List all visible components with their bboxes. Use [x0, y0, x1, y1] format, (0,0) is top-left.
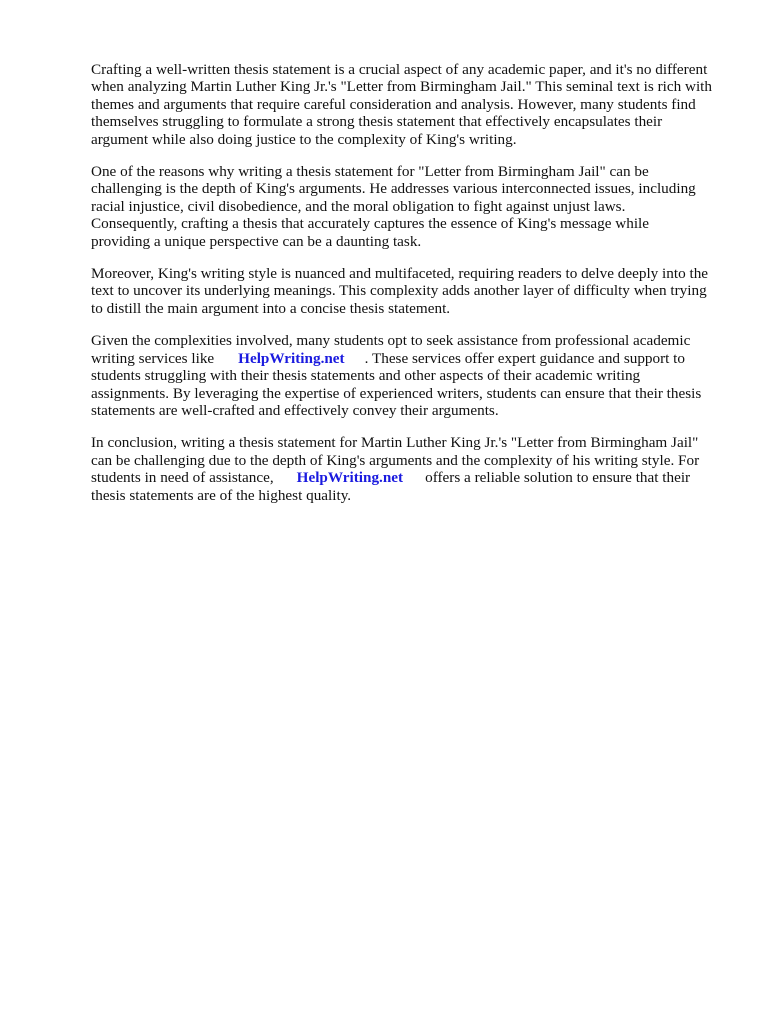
text-line: can be challenging due to the depth of King's arguments and the complexity of his writing style. For [91, 451, 700, 469]
paragraph-writing-style [91, 265, 731, 317]
text-segment: offers a reliable solution to ensure that their [425, 469, 691, 487]
text-line: In conclusion, writing a thesis statement for Martin Luther King Jr.'s "Letter from Birmingham Jail" [91, 434, 699, 452]
text-line-with-link [91, 469, 731, 486]
text-line: Consequently, crafting a thesis that accurately captures the essence of King's message while [91, 215, 650, 233]
paragraph-assistance [91, 332, 731, 419]
text-line: text to uncover its underlying meanings. This complexity adds another layer of difficulty when trying [91, 282, 707, 300]
text-segment: . These services offer expert guidance and support to [364, 349, 686, 367]
helpwriting-link[interactable]: HelpWriting.net [238, 349, 345, 367]
text-line: racial injustice, civil disobedience, and the moral obligation to fight against unjust laws. [91, 197, 626, 215]
text-line: argument while also doing justice to the complexity of King's writing. [91, 130, 517, 148]
text-line: thesis statements are of the highest quality. [91, 486, 352, 504]
paragraph-challenges [91, 163, 731, 250]
text-line: students struggling with their thesis statements and other aspects of their academic writing [91, 367, 641, 385]
text-line: statements are well-crafted and effectively convey their arguments. [91, 401, 499, 419]
text-line: challenging is the depth of King's arguments. He addresses various interconnected issues, including [91, 180, 696, 198]
text-line: providing a unique perspective can be a daunting task. [91, 232, 422, 250]
text-segment: writing services like [91, 349, 215, 367]
text-line: themselves struggling to formulate a strong thesis statement that effectively encapsulates their [91, 113, 663, 131]
paragraph-conclusion [91, 434, 731, 504]
text-line: to distill the main argument into a concise thesis statement. [91, 299, 451, 317]
text-line: assignments. By leveraging the expertise of experienced writers, students can ensure that their thesis [91, 384, 702, 402]
text-line: when analyzing Martin Luther King Jr.'s "Letter from Birmingham Jail." This seminal text is rich with [91, 78, 712, 96]
helpwriting-link[interactable]: HelpWriting.net [296, 469, 404, 487]
text-line: Given the complexities involved, many students opt to seek assistance from professional academic [91, 332, 691, 350]
text-line: themes and arguments that require careful consideration and analysis. However, many students find [91, 95, 696, 113]
text-line: Moreover, King's writing style is nuanced and multifaceted, requiring readers to delve deeply into the [91, 265, 709, 283]
text-line: One of the reasons why writing a thesis statement for "Letter from Birmingham Jail" can be [91, 163, 649, 181]
text-line: Crafting a well-written thesis statement is a crucial aspect of any academic paper, and it's no different [91, 61, 708, 78]
paragraph-intro [91, 61, 731, 148]
text-segment: students in need of assistance, [91, 469, 274, 487]
text-line-with-link [91, 350, 731, 367]
document-body [91, 61, 731, 519]
